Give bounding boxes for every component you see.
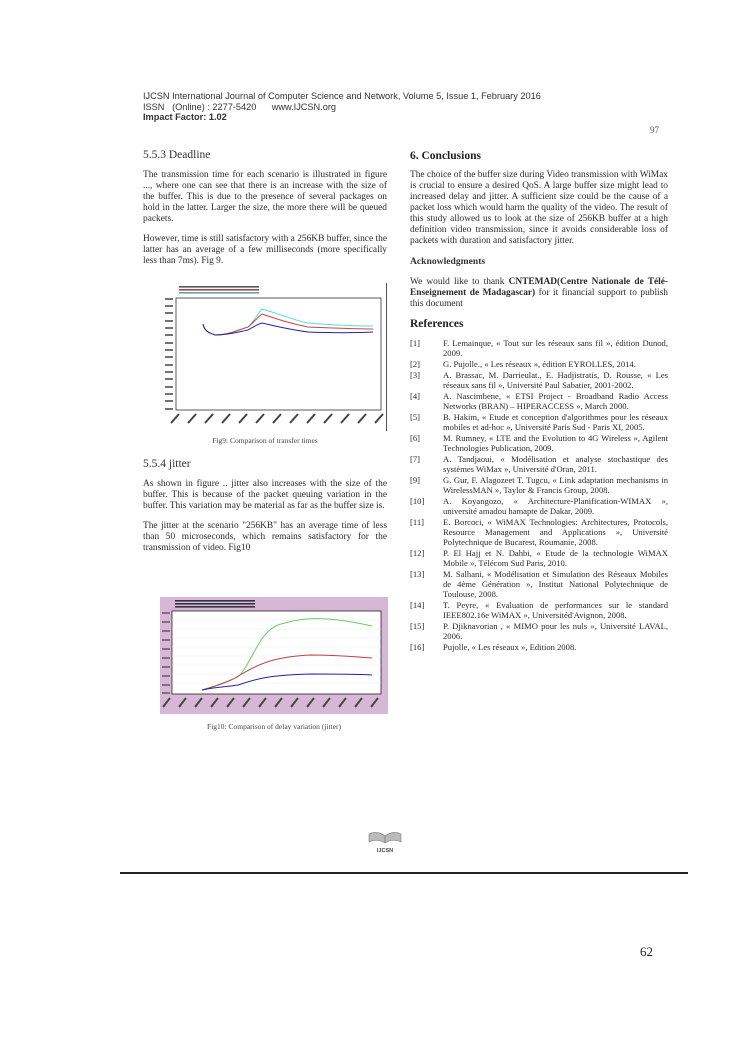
y-tick-labels — [165, 299, 173, 409]
reference-text: M. Salhani, « Modélisation et Simulation des Réseaux Mobiles de 4ème Génération », Institut National Polytechnique de Toulouse, 2008. — [443, 569, 668, 599]
reference-number: [12] — [410, 548, 425, 558]
left-column — [143, 150, 387, 276]
paragraph: However, time is still satisfactory with a 256KB buffer, since the latter has an average of a few milliseconds (more specifically less than 7ms). Fig 9. — [143, 234, 387, 266]
reference-text: A. Tandjaoui, « Modélisation et analyse stochastique des systèmes WiMax », Université d'Oran, 2011. — [443, 454, 668, 474]
reference-item — [410, 517, 668, 547]
reference-item — [410, 496, 668, 516]
reference-number: [14] — [410, 600, 425, 610]
figure-10-caption: Fig10: Comparison of delay variation (jitter) — [207, 722, 341, 731]
header-journal-line: IJCSN International Journal of Computer Science and Network, Volume 5, Issue 1, February 2016 — [143, 91, 541, 101]
reference-number: [9] — [410, 475, 421, 485]
reference-text: T. Peyre, « Evaluation de performances sur le standard IEEE802.16e WiMAX », Universitéd'Avignon, 2008. — [443, 600, 668, 620]
paragraph: As shown in figure .. jitter also increases with the size of the buffer. This is because of the packet queuing variation in the buffer. This variation may be material as far as the buffer size is. — [143, 479, 387, 511]
reference-item — [410, 454, 668, 474]
reference-number: [3] — [410, 370, 421, 380]
reference-item — [410, 600, 668, 620]
plot-area — [172, 611, 381, 694]
reference-text: P. Djiknavorian , « MIMO pour les nuls », Université LAVAL, 2006. — [443, 621, 668, 641]
reference-number: [11] — [410, 517, 424, 527]
reference-text: F. Lemainque, « Tout sur les réseaux sans fil », édition Dunod, 2009. — [443, 338, 668, 358]
reference-item — [410, 338, 668, 358]
reference-text: G. Pujolle., « Les réseaux », édition EYROLLES, 2014. — [443, 359, 636, 369]
footer-rule — [120, 872, 688, 874]
reference-number: [16] — [410, 642, 425, 652]
reference-text: B. Hakim, « Etude et conception d'algorithmes pour les réseaux mobiles et ad-hoc », Université Paris Sud - Paris XI, 2005. — [443, 412, 668, 432]
reference-text: G. Gur, F. Alagozeet T. Tugcu, « Link adaptation mechanisms in WirelessMAN », Taylor & Francis Group, 2008. — [443, 475, 668, 495]
transfer-time-chart — [143, 283, 387, 431]
reference-text: A. Brassac, M. Darrieulat., E. Hadjistratis, D. Rousse, « Les réseaux sans fil », Université Paul Sabatier, 2001-2002. — [443, 370, 668, 390]
reference-item — [410, 548, 668, 568]
ijcsn-logo — [365, 828, 405, 854]
reference-item — [410, 370, 668, 390]
reference-text: E. Borcoci, « WiMAX Technologies: Architectures, Protocols, Resource Management and Applications », Université Polytechnique de Bucarest, Roumanie, 2008. — [443, 517, 668, 547]
figure-9-caption: Fig9: Comparison of transfer times — [212, 436, 318, 445]
x-tick-labels — [163, 698, 378, 707]
left-column-lower — [143, 459, 387, 563]
reference-item — [410, 433, 668, 453]
section-title-deadline: 5.5.3 Deadline — [143, 149, 211, 161]
plot-area — [176, 298, 381, 410]
journal-page-number: 97 — [650, 125, 659, 135]
x-tick-labels — [171, 414, 383, 423]
reference-number: [15] — [410, 621, 425, 631]
reference-number: [13] — [410, 569, 425, 579]
reference-list — [410, 338, 668, 652]
reference-item — [410, 359, 668, 369]
jitter-chart — [160, 597, 388, 714]
y-tick-labels — [162, 613, 170, 693]
section-title-acknowledgments: Acknowledgments — [410, 256, 486, 267]
reference-number: [4] — [410, 391, 421, 401]
page-number: 62 — [640, 944, 653, 959]
reference-text: M. Rumney, « LTE and the Evolution to 4G Wireless », Agilent Technologies Publication, 2009. — [443, 433, 668, 453]
paragraph: The transmission time for each scenario is illustrated in figure ..., where one can see that there is an increase with the size of the buffer. This is due to the presence of several packages on hold in the latter. Larger the size, the more there will be queued packets. — [143, 170, 387, 224]
paragraph: The choice of the buffer size during Video transmission with WiMax is crucial to ensure a desired QoS. A large buffer size might lead to increased delay and jitter. A sufficient size could be the cause of a packet loss which would harm the quality of the video. The result of this study allowed us to look at the size of 256KB buffer at a high definition video transmission, since it avoids considerable loss of packets with duration and satisfactory jitter. — [410, 170, 668, 246]
section-title-jitter: 5.5.4 jitter — [143, 458, 191, 470]
reference-number: [2] — [410, 359, 421, 369]
reference-number: [10] — [410, 496, 425, 506]
acknowledgment-paragraph: We would like to thank CNTEMAD(Centre Nationale de Télé-Enseignement de Madagascar) for it financial support to publish this document — [410, 277, 668, 309]
reference-text: P. El Hajj et N. Dahbi, « Etude de la technologie WiMAX Mobile », Télécom Sud Paris, 2010. — [443, 548, 668, 568]
paragraph: The jitter at the scenario "256KB" has an average time of less than 50 microseconds, which remains satisfactory for the transmission of video. Fig10 — [143, 521, 387, 553]
header-issn-line: ISSN (Online) : 2277-5420 www.IJCSN.org — [143, 101, 337, 112]
section-title-conclusions: 6. Conclusions — [410, 150, 481, 162]
reference-text: A. Koyangozo, « Architecture-Planification-WIMAX », université amadou hamapte de Dakar, 2009. — [443, 496, 668, 516]
journal-header — [143, 91, 541, 123]
chart-legend — [179, 286, 259, 294]
reference-item — [410, 475, 668, 495]
book-logo-icon — [365, 828, 405, 846]
reference-number: [1] — [410, 338, 421, 348]
reference-item — [410, 642, 668, 652]
header-impact-factor: Impact Factor: 1.02 — [143, 112, 227, 122]
section-title-references: References — [410, 318, 464, 330]
reference-number: [7] — [410, 454, 421, 464]
reference-item — [410, 412, 668, 432]
figure-10-chart — [160, 597, 388, 714]
reference-number: [5] — [410, 412, 421, 422]
reference-number: [6] — [410, 433, 421, 443]
logo-text: IJCSN — [376, 848, 394, 854]
right-column — [410, 151, 668, 653]
reference-item — [410, 391, 668, 411]
reference-text: Pujolle, « Les réseaux », Edition 2008. — [443, 642, 577, 652]
reference-item — [410, 621, 668, 641]
figure-9-chart — [143, 283, 387, 431]
chart-legend — [175, 600, 255, 608]
reference-text: A. Nascimbene, « ETSI Project - Broadband Radio Access Networks (BRAN) – HIPERACCESS », March 2000. — [443, 391, 668, 411]
reference-item — [410, 569, 668, 599]
